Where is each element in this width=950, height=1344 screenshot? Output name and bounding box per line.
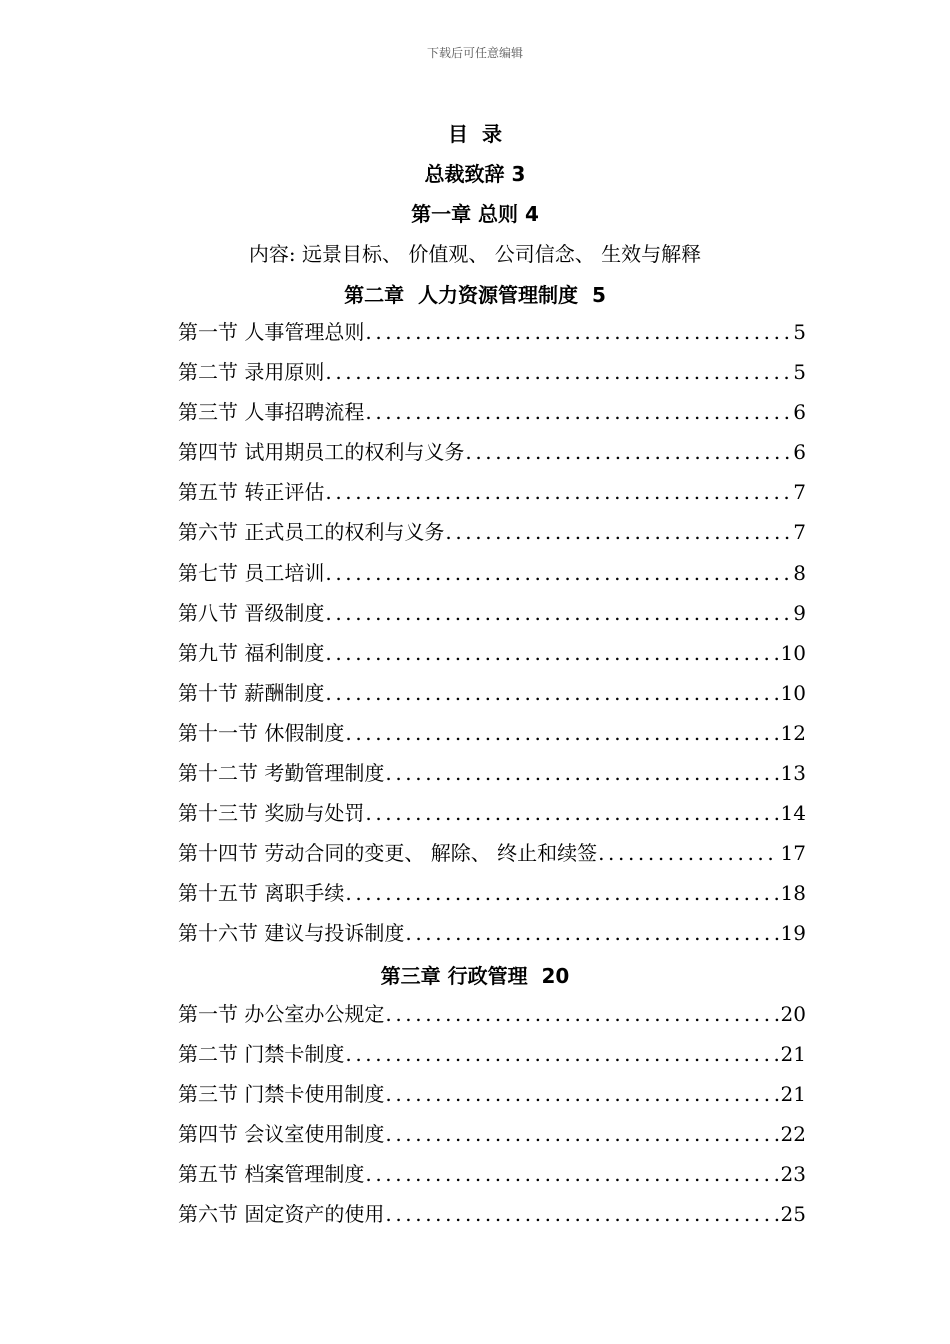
toc-entry-label: 第八节 晋级制度 xyxy=(178,600,325,625)
toc-entry[interactable] xyxy=(178,512,806,552)
dot-leader xyxy=(405,913,778,953)
dot-leader xyxy=(365,793,778,833)
dot-leader xyxy=(365,1154,778,1194)
toc-entry-page: 20 xyxy=(780,1002,806,1026)
dot-leader xyxy=(385,753,778,793)
toc-entry-page: 5 xyxy=(793,320,806,344)
toc-entry[interactable] xyxy=(178,392,806,432)
toc-entry-label: 第十三节 奖励与处罚 xyxy=(178,801,365,826)
dot-leader xyxy=(365,312,791,352)
toc-entry[interactable] xyxy=(178,553,806,593)
toc-entry[interactable] xyxy=(178,432,806,472)
toc-entry-label: 第一节 人事管理总则 xyxy=(178,320,365,344)
toc-entry-page: 14 xyxy=(780,801,806,826)
toc-entry[interactable] xyxy=(178,593,806,633)
download-note: 下载后可任意编辑 xyxy=(426,46,523,60)
toc-entry-label: 第四节 试用期员工的权利与义务 xyxy=(178,440,465,465)
dot-leader xyxy=(345,1034,778,1074)
toc-entry-page: 10 xyxy=(780,640,806,665)
toc-entry-page: 6 xyxy=(793,400,806,425)
toc-entry-label: 第一节 办公室办公规定 xyxy=(178,1002,385,1026)
toc-entry-page: 25 xyxy=(780,1202,806,1227)
toc-entry-page: 7 xyxy=(793,480,806,505)
toc-entry[interactable] xyxy=(178,1154,806,1194)
toc-entry-label: 第十四节 劳动合同的变更、 解除、 终止和续签 xyxy=(178,841,598,866)
toc-entry[interactable] xyxy=(178,312,806,352)
chapter3-heading: 第三章 行政管理 20 xyxy=(380,964,570,988)
toc-entry-page: 10 xyxy=(780,680,806,705)
toc-entry-label: 第七节 员工培训 xyxy=(178,560,325,585)
toc-entry-label: 第九节 福利制度 xyxy=(178,640,325,665)
toc-entry-label: 第二节 门禁卡制度 xyxy=(178,1042,345,1067)
dot-leader xyxy=(385,1194,778,1234)
toc-entry-label: 第四节 会议室使用制度 xyxy=(178,1122,385,1147)
toc-entry-page: 7 xyxy=(793,520,806,545)
chapter2-section-list xyxy=(178,312,806,954)
toc-entry-label: 第六节 固定资产的使用 xyxy=(178,1202,385,1227)
toc-title: 目 录 xyxy=(448,122,502,146)
toc-entry-label: 第十一节 休假制度 xyxy=(178,720,345,745)
dot-leader xyxy=(465,432,791,472)
dot-leader xyxy=(325,673,778,713)
toc-entry[interactable] xyxy=(178,873,806,913)
toc-entry-label: 第十六节 建议与投诉制度 xyxy=(178,921,405,946)
toc-entry[interactable] xyxy=(178,1194,806,1234)
toc-entry-label: 第三节 人事招聘流程 xyxy=(178,400,365,425)
toc-entry[interactable] xyxy=(178,833,806,873)
toc-entry-page: 19 xyxy=(780,921,806,946)
toc-entry-label: 第十二节 考勤管理制度 xyxy=(178,761,385,786)
dot-leader xyxy=(385,1114,778,1154)
toc-entry-page: 5 xyxy=(793,360,806,385)
toc-entry-page: 8 xyxy=(793,560,806,585)
toc-entry-label: 第十节 薪酬制度 xyxy=(178,680,325,705)
toc-entry[interactable] xyxy=(178,472,806,512)
toc-entry-page: 21 xyxy=(780,1082,806,1107)
toc-entry[interactable] xyxy=(178,673,806,713)
toc-entry-page: 17 xyxy=(780,841,806,866)
toc-entry[interactable] xyxy=(178,352,806,392)
dot-leader xyxy=(325,352,791,392)
chapter1-heading: 第一章 总则 4 xyxy=(411,202,539,226)
toc-entry-page: 13 xyxy=(780,761,806,786)
dot-leader xyxy=(345,713,778,753)
toc-entry[interactable] xyxy=(178,713,806,753)
toc-entry[interactable] xyxy=(178,994,806,1034)
dot-leader xyxy=(325,593,791,633)
chapter1-contents: 内容: 远景目标、 价值观、 公司信念、 生效与解释 xyxy=(248,242,702,266)
dot-leader xyxy=(345,873,778,913)
toc-entry[interactable] xyxy=(178,913,806,953)
toc-entry-page: 6 xyxy=(793,440,806,465)
dot-leader xyxy=(598,833,778,873)
dot-leader xyxy=(325,472,791,512)
dot-leader xyxy=(445,512,791,552)
toc-entry-label: 第十五节 离职手续 xyxy=(178,881,345,906)
toc-entry[interactable] xyxy=(178,753,806,793)
chapter3-section-list xyxy=(178,994,806,1235)
toc-entry-label: 第三节 门禁卡使用制度 xyxy=(178,1082,385,1107)
toc-entry-label: 第五节 档案管理制度 xyxy=(178,1162,365,1187)
toc-entry-page: 9 xyxy=(793,600,806,625)
dot-leader xyxy=(385,994,778,1034)
toc-entry[interactable] xyxy=(178,1034,806,1074)
toc-entry-label: 第二节 录用原则 xyxy=(178,360,325,385)
toc-entry[interactable] xyxy=(178,1074,806,1114)
toc-entry-page: 12 xyxy=(780,720,806,745)
toc-entry-label: 第五节 转正评估 xyxy=(178,480,325,505)
preface-heading: 总裁致辞 3 xyxy=(424,162,526,186)
toc-entry-page: 22 xyxy=(780,1122,806,1147)
dot-leader xyxy=(385,1074,778,1114)
toc-entry-page: 23 xyxy=(780,1162,806,1187)
toc-entry[interactable] xyxy=(178,1114,806,1154)
toc-entry-page: 21 xyxy=(780,1042,806,1067)
toc-entry-page: 18 xyxy=(780,881,806,906)
toc-entry[interactable] xyxy=(178,793,806,833)
toc-entry[interactable] xyxy=(178,633,806,673)
dot-leader xyxy=(325,633,778,673)
toc-entry-label: 第六节 正式员工的权利与义务 xyxy=(178,520,445,545)
dot-leader xyxy=(325,553,791,593)
chapter2-heading: 第二章 人力资源管理制度 5 xyxy=(344,283,606,307)
dot-leader xyxy=(365,392,791,432)
